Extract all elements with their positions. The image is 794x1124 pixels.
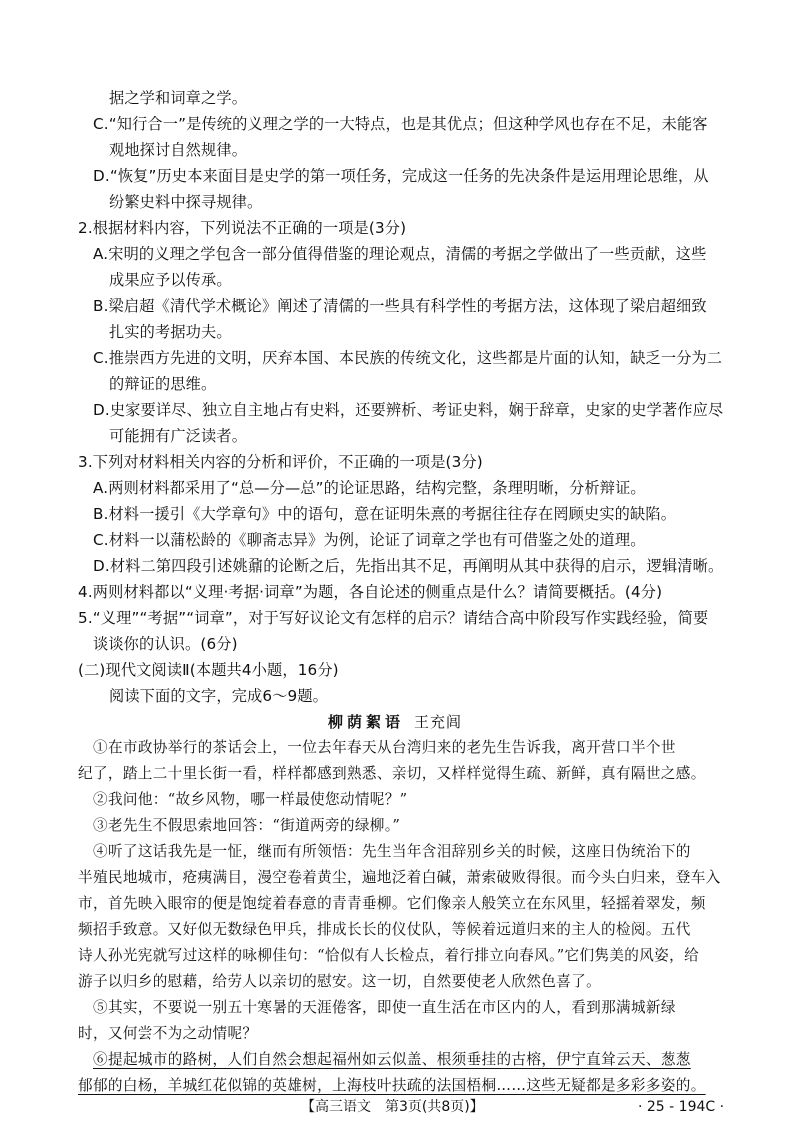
passage-line: ⑤其实，不要说一别五十寒暑的天涯倦客，即使一直生活在市区内的人，看到那满城新绿 (93, 999, 676, 1016)
question-2-option-c-line-1: C.推崇西方先进的文明，厌弃本国、本民族的传统文化，这些都是片面的认知，缺乏一分为二 (93, 349, 723, 367)
passage-title-text: 柳荫絮语 (328, 713, 405, 731)
passage-underlined-line: 郁郁的白杨，羊城红花似锦的英雄树，上海枝叶扶疏的法国梧桐……这些无疑都是多彩多姿的。 (78, 1077, 706, 1094)
question-3-option-a: A.两则材料都采用了“总—分—总”的论证思路，结构完整，条理明晰，分析辩证。 (93, 479, 646, 497)
question-2-option-a-line-2: 成果应予以传承。 (109, 271, 232, 289)
question-5-line-2: 谈谈你的认识。(6分) (93, 635, 238, 653)
question-2-stem: 2.根据材料内容，下列说法不正确的一项是(3分) (78, 219, 407, 237)
option-c-line-2: 观地探讨自然规律。 (109, 141, 248, 159)
passage-title (328, 711, 462, 733)
passage-underlined-line: ⑥提起城市的路树，人们自然会想起福州如云似盖、根须垂挂的古榕，伊宁直耸云天、葱葱 (93, 1051, 691, 1068)
question-2-option-d-line-1: D.史家要详尽、独立自主地占有史料，还要辨析、考证史料，娴于辞章，史家的史学著作应尽 (93, 401, 724, 419)
section-heading: (二)现代文阅读Ⅱ(本题共4小题，16分) (78, 661, 339, 679)
passage-line: 时，又何尝不为之动情呢？ (78, 1025, 258, 1042)
question-4: 4.两则材料都以“义理·考据·词章”为题，各自论述的侧重点是什么？请简要概括。(4分) (78, 583, 663, 601)
page-number-label: 【高三语文 第3页(共8页)】 (301, 1099, 484, 1115)
passage-line: ③老先生不假思索地回答：“街道两旁的绿柳。” (93, 817, 401, 834)
question-3-option-d: D.材料二第四段引述姚鼐的论断之后，先指出其不足，再阐明从其中获得的启示，逻辑清晰。 (93, 557, 724, 575)
passage-author: 王充闾 (414, 713, 463, 731)
question-2-option-a-line-1: A.宋明的义理之学包含一部分值得借鉴的理论观点，清儒的考据之学做出了一些贡献，这些 (93, 245, 707, 263)
question-2-option-d-line-2: 可能拥有广泛读者。 (109, 427, 248, 445)
option-c-previous-tail: 据之学和词章之学。 (109, 89, 248, 107)
question-2-option-c-line-2: 的辩证的思维。 (109, 375, 217, 393)
question-3-option-c: C.材料一以蒲松龄的《聊斋志异》为例，论证了词章之学也有可借鉴之处的道理。 (93, 531, 646, 549)
reading-instruction: 阅读下面的文字，完成6～9题。 (109, 687, 329, 705)
passage-line: 游子以归乡的慰藉，给劳人以亲切的慰安。这一切，自然要使老人欣然色喜了。 (78, 973, 602, 990)
passage-line: 频招手致意。又好似无数绿色甲兵，排成长长的仪仗队，等候着远道归来的主人的检阅。五代 (78, 921, 691, 938)
passage-line: 纪了，踏上二十里长街一看，样样都感到熟悉、亲切，又样样觉得生疏、新鲜，真有隔世之感。 (78, 765, 706, 782)
passage-line: ①在市政协举行的茶话会上，一位去年春天从台湾归来的老先生告诉我，离开营口半个世 (93, 739, 676, 756)
option-c-line-1: C.“知行合一”是传统的义理之学的一大特点，也是其优点；但这种学风也存在不足，未能客 (93, 115, 708, 133)
option-d-line-2: 纷繁史料中探寻规律。 (109, 193, 263, 211)
passage-line: 诗人孙光宪就写过这样的咏柳佳句：“恰似有人长检点，着行排立向春风。”它们隽美的风姿，给 (78, 947, 700, 964)
passage-line: 市，首先映入眼帘的便是饱绽着春意的青青垂柳。它们像亲人般笑立在东风里，轻摇着翠发，频 (78, 895, 706, 912)
option-d-line-1: D.“恢复”历史本来面目是史学的第一项任务，完成这一任务的先决条件是运用理论思维，从 (93, 167, 709, 185)
passage-line: ②我问他：“故乡风物，哪一样最使您动情呢？” (93, 791, 408, 808)
question-5-line-1: 5.“义理”“考据”“词章”，对于写好议论文有怎样的启示？请结合高中阶段写作实践经验，简要 (78, 609, 709, 627)
passage-line: 半殖民地城市，疮痍满目，漫空卷着黄尘，遍地泛着白碱，萧索破败得很。而今头白归来，登车入 (78, 869, 721, 886)
passage-line: ④听了这话我先是一怔，继而有所领悟：先生当年含泪辞别乡关的时候，这座日伪统治下的 (93, 843, 691, 860)
question-3-option-b: B.材料一援引《大学章句》中的语句，意在证明朱熹的考据往往存在罔顾史实的缺陷。 (93, 505, 677, 523)
question-2-option-b-line-2: 扎实的考据功夫。 (109, 323, 232, 341)
question-2-option-b-line-1: B.梁启超《清代学术概论》阐述了清儒的一些具有科学性的考据方法，这体现了梁启超细致 (93, 297, 707, 315)
exam-code: · 25 - 194C · (638, 1099, 725, 1115)
question-3-stem: 3.下列对材料相关内容的分析和评价，不正确的一项是(3分) (78, 453, 483, 471)
